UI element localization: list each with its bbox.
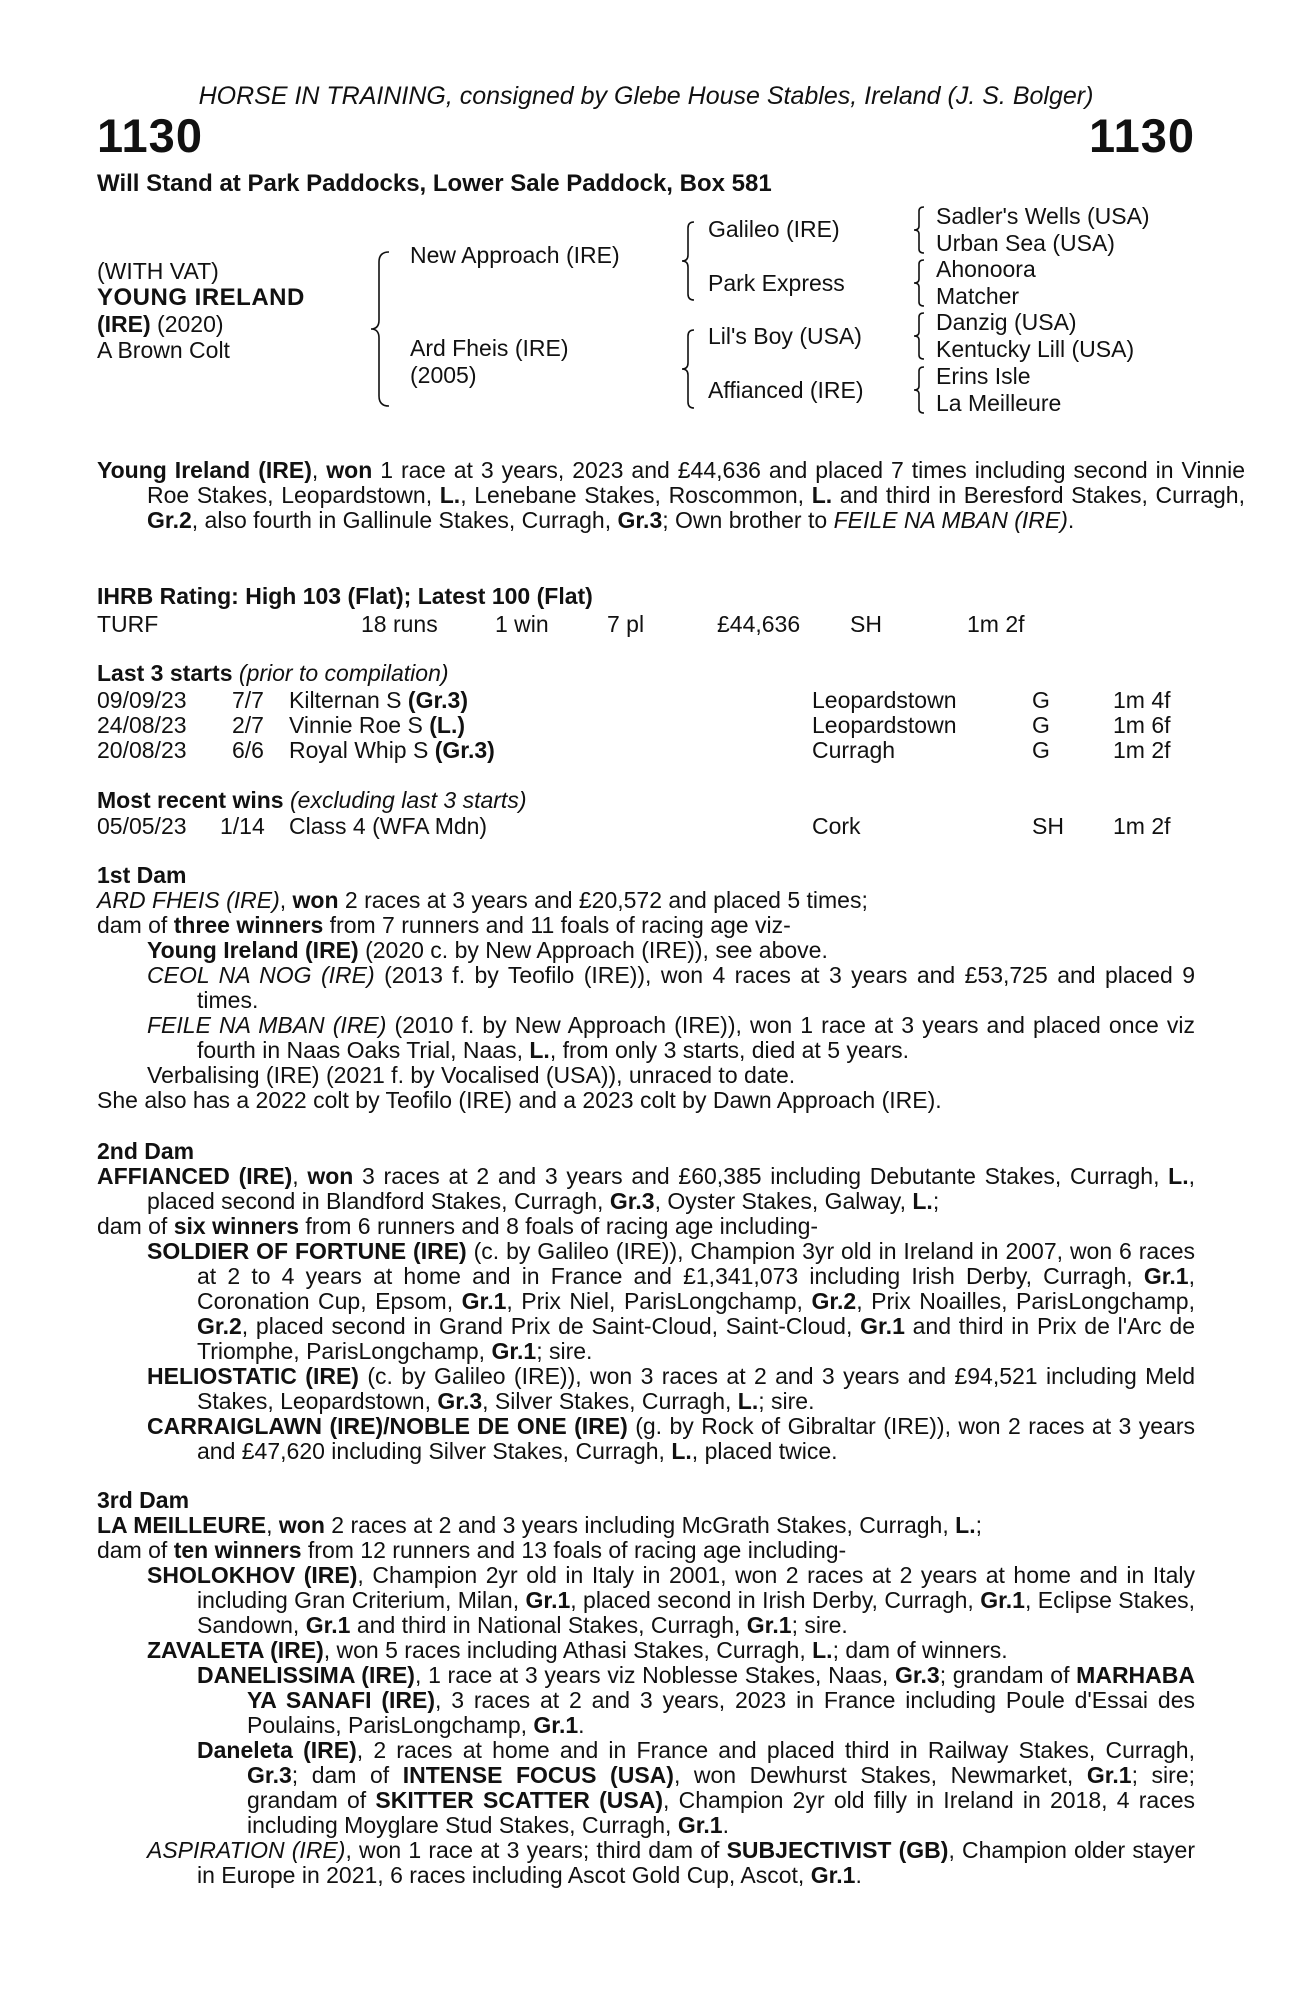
- pedigree-brace-dam: [680, 328, 696, 410]
- dam3-grandproduce-item: Daneleta (IRE), 2 races at home and in France and placed third in Railway Stakes, Curragh, Gr.3; dam of INTENSE FOCUS (USA), won Dewhurst Stakes, Newmarket, Gr.1; sire; grandam of SKITTER SCATTER (USA), Champion 2yr old filly in Ireland in 2018, 4 races including Moyglare Stud Stakes, Curragh, Gr.1.: [197, 1737, 1196, 1838]
- pedigree-gg-5: Danzig (USA): [936, 309, 1077, 335]
- pedigree-sire-sire: Galileo (IRE): [708, 216, 840, 242]
- race-summary: Young Ireland (IRE), won 1 race at 3 years, 2023 and £44,636 and placed 7 times including second in Vinnie Roe Stakes, Leopardstown, L., Lenebane Stakes, Roscommon, L. and third in Beresford Stakes, Curragh, Gr.2, also fourth in Gallinule Stakes, Curragh, Gr.3; Own brother to FEILE NA MBAN (IRE).: [97, 457, 1246, 533]
- horse-name: YOUNG IRELAND: [97, 284, 305, 311]
- pedigree-dam-dam: Affianced (IRE): [708, 377, 864, 403]
- dam2-produce-item: CARRAIGLAWN (IRE)/NOBLE DE ONE (IRE) (g. by Rock of Gibraltar (IRE)), won 2 races at 3 years and £47,620 including Silver Stakes, Curragh, L., placed twice.: [147, 1413, 1195, 1464]
- last3-row: 09/09/23 7/7 Kilternan S (Gr.3) Leopardstown G 1m 4f: [97, 687, 1171, 713]
- last3-row: 20/08/23 6/6 Royal Whip S (Gr.3) Curragh G 1m 2f: [97, 737, 1171, 763]
- recent-wins-row: 05/05/23 1/14 Class 4 (WFA Mdn) Cork SH 1m 2f: [97, 813, 1171, 839]
- lot-number-right: 1130: [1089, 109, 1195, 162]
- consignment-header: HORSE IN TRAINING, consigned by Glebe House Stables, Ireland (J. S. Bolger): [198, 82, 1094, 110]
- dam2-record: AFFIANCED (IRE), won 3 races at 2 and 3 years and £60,385 including Debutante Stakes, Curragh, L., placed second in Blandford Stakes, Curragh, Gr.3, Oyster Stakes, Galway, L.;: [97, 1163, 1195, 1214]
- pedigree-gg-7: Erins Isle: [936, 363, 1031, 389]
- dam3-section: [97, 1488, 1195, 1888]
- dam1-section: [97, 863, 1195, 1113]
- pedigree-gg-2: Urban Sea (USA): [936, 230, 1115, 256]
- vat-note: (WITH VAT): [97, 258, 219, 284]
- pedigree-brace-g4: [912, 365, 926, 415]
- pedigree-dam-year: (2005): [410, 362, 477, 388]
- dam1-produce-item: Verbalising (IRE) (2021 f. by Vocalised (USA)), unraced to date.: [147, 1062, 796, 1088]
- recent-wins-title: Most recent wins (excluding last 3 starts): [97, 787, 527, 813]
- dam3-produce-item: ASPIRATION (IRE), won 1 race at 3 years; third dam of SUBJECTIVIST (GB), Champion older stayer in Europe in 2021, 6 races including Ascot Gold Cup, Ascot, Gr.1.: [147, 1837, 1195, 1888]
- dam1-record: ARD FHEIS (IRE), won 2 races at 3 years and £20,572 and placed 5 times;: [97, 887, 868, 913]
- pedigree-gg-8: La Meilleure: [936, 390, 1062, 416]
- pedigree-brace-sire: [680, 220, 696, 302]
- dam3-produce-item: SHOLOKHOV (IRE), Champion 2yr old in Italy in 2001, won 2 races at 2 years at home and in Italy including Gran Criterium, Milan, Gr.1, placed second in Irish Derby, Curragh, Gr.1, Eclipse Stakes, Sandown, Gr.1 and third in National Stakes, Curragh, Gr.1; sire.: [147, 1562, 1196, 1638]
- pedigree-sire-dam: Park Express: [708, 270, 845, 296]
- pedigree-brace-g2: [912, 258, 926, 308]
- pedigree-gg-1: Sadler's Wells (USA): [936, 203, 1150, 229]
- pedigree-brace-g1: [912, 205, 926, 255]
- dam3-produce-summary: dam of ten winners from 12 runners and 13 foals of racing age including-: [97, 1537, 847, 1563]
- horse-country-year: (IRE) (2020): [97, 311, 224, 337]
- last3-title: Last 3 starts (prior to compilation): [97, 660, 449, 686]
- pedigree-dam-sire: Lil's Boy (USA): [708, 323, 862, 349]
- dam1-produce-summary: dam of three winners from 7 runners and 11 foals of racing age viz-: [97, 912, 791, 938]
- dam1-produce-item: CEOL NA NOG (IRE) (2013 f. by Teofilo (IRE)), won 4 races at 3 years and £53,725 and placed 9 times.: [147, 962, 1195, 1013]
- stand-location: Will Stand at Park Paddocks, Lower Sale Paddock, Box 581: [97, 170, 772, 197]
- dam2-title: 2nd Dam: [97, 1138, 195, 1164]
- dam2-produce-item: SOLDIER OF FORTUNE (IRE) (c. by Galileo (IRE)), Champion 3yr old in Ireland in 2007, won 6 races at 2 to 4 years at home and in France and £1,341,073 including Irish Derby, Curragh, Gr.1, Coronation Cup, Epsom, Gr.1, Prix Niel, ParisLongchamp, Gr.2, Prix Noailles, ParisLongchamp, Gr.2, placed second in Grand Prix de Saint-Cloud, Saint-Cloud, Gr.1 and third in Prix de l'Arc de Triomphe, ParisLongchamp, Gr.1; sire.: [147, 1238, 1195, 1364]
- pedigree-brace-main: [369, 250, 391, 408]
- dam3-record: LA MEILLEURE, won 2 races at 2 and 3 years including McGrath Stakes, Curragh, L.;: [97, 1512, 982, 1538]
- dam1-produce-item: Young Ireland (IRE) (2020 c. by New Approach (IRE)), see above.: [147, 937, 828, 963]
- dam1-title: 1st Dam: [97, 862, 187, 888]
- dam2-produce-summary: dam of six winners from 6 runners and 8 foals of racing age including-: [97, 1213, 819, 1239]
- horse-description: A Brown Colt: [97, 337, 230, 363]
- lot-number-left: 1130: [97, 109, 203, 162]
- last3-row: 24/08/23 2/7 Vinnie Roe S (L.) Leopardstown G 1m 6f: [97, 712, 1171, 738]
- pedigree-gg-3: Ahonoora: [936, 256, 1036, 282]
- pedigree-gg-6: Kentucky Lill (USA): [936, 336, 1135, 362]
- dam3-title: 3rd Dam: [97, 1487, 190, 1513]
- pedigree-dam: Ard Fheis (IRE): [410, 335, 569, 361]
- pedigree-sire: New Approach (IRE): [410, 242, 620, 268]
- dam2-section: [97, 1139, 1195, 1464]
- dam3-grandproduce-item: DANELISSIMA (IRE), 1 race at 3 years viz Noblesse Stakes, Naas, Gr.3; grandam of MARHABA YA SANAFI (IRE), 3 races at 2 and 3 years, 2023 in France including Poule d'Essai des Poulains, ParisLongchamp, Gr.1.: [197, 1662, 1195, 1738]
- rating-title: IHRB Rating: High 103 (Flat); Latest 100 (Flat): [97, 583, 593, 609]
- dam3-produce-item: ZAVALETA (IRE), won 5 races including Athasi Stakes, Curragh, L.; dam of winners.: [147, 1637, 1008, 1663]
- pedigree-gg-4: Matcher: [936, 283, 1020, 309]
- pedigree-brace-g3: [912, 311, 926, 361]
- rating-row: TURF 18 runs 1 win 7 pl £44,636 SH 1m 2f: [97, 611, 1025, 637]
- dam1-produce-item: FEILE NA MBAN (IRE) (2010 f. by New Approach (IRE)), won 1 race at 3 years and placed once viz fourth in Naas Oaks Trial, Naas, L., from only 3 starts, died at 5 years.: [147, 1012, 1195, 1063]
- dam2-produce-item: HELIOSTATIC (IRE) (c. by Galileo (IRE)), won 3 races at 2 and 3 years and £94,521 including Meld Stakes, Leopardstown, Gr.3, Silver Stakes, Curragh, L.; sire.: [147, 1363, 1195, 1414]
- dam1-additional-produce: She also has a 2022 colt by Teofilo (IRE) and a 2023 colt by Dawn Approach (IRE).: [97, 1087, 942, 1113]
